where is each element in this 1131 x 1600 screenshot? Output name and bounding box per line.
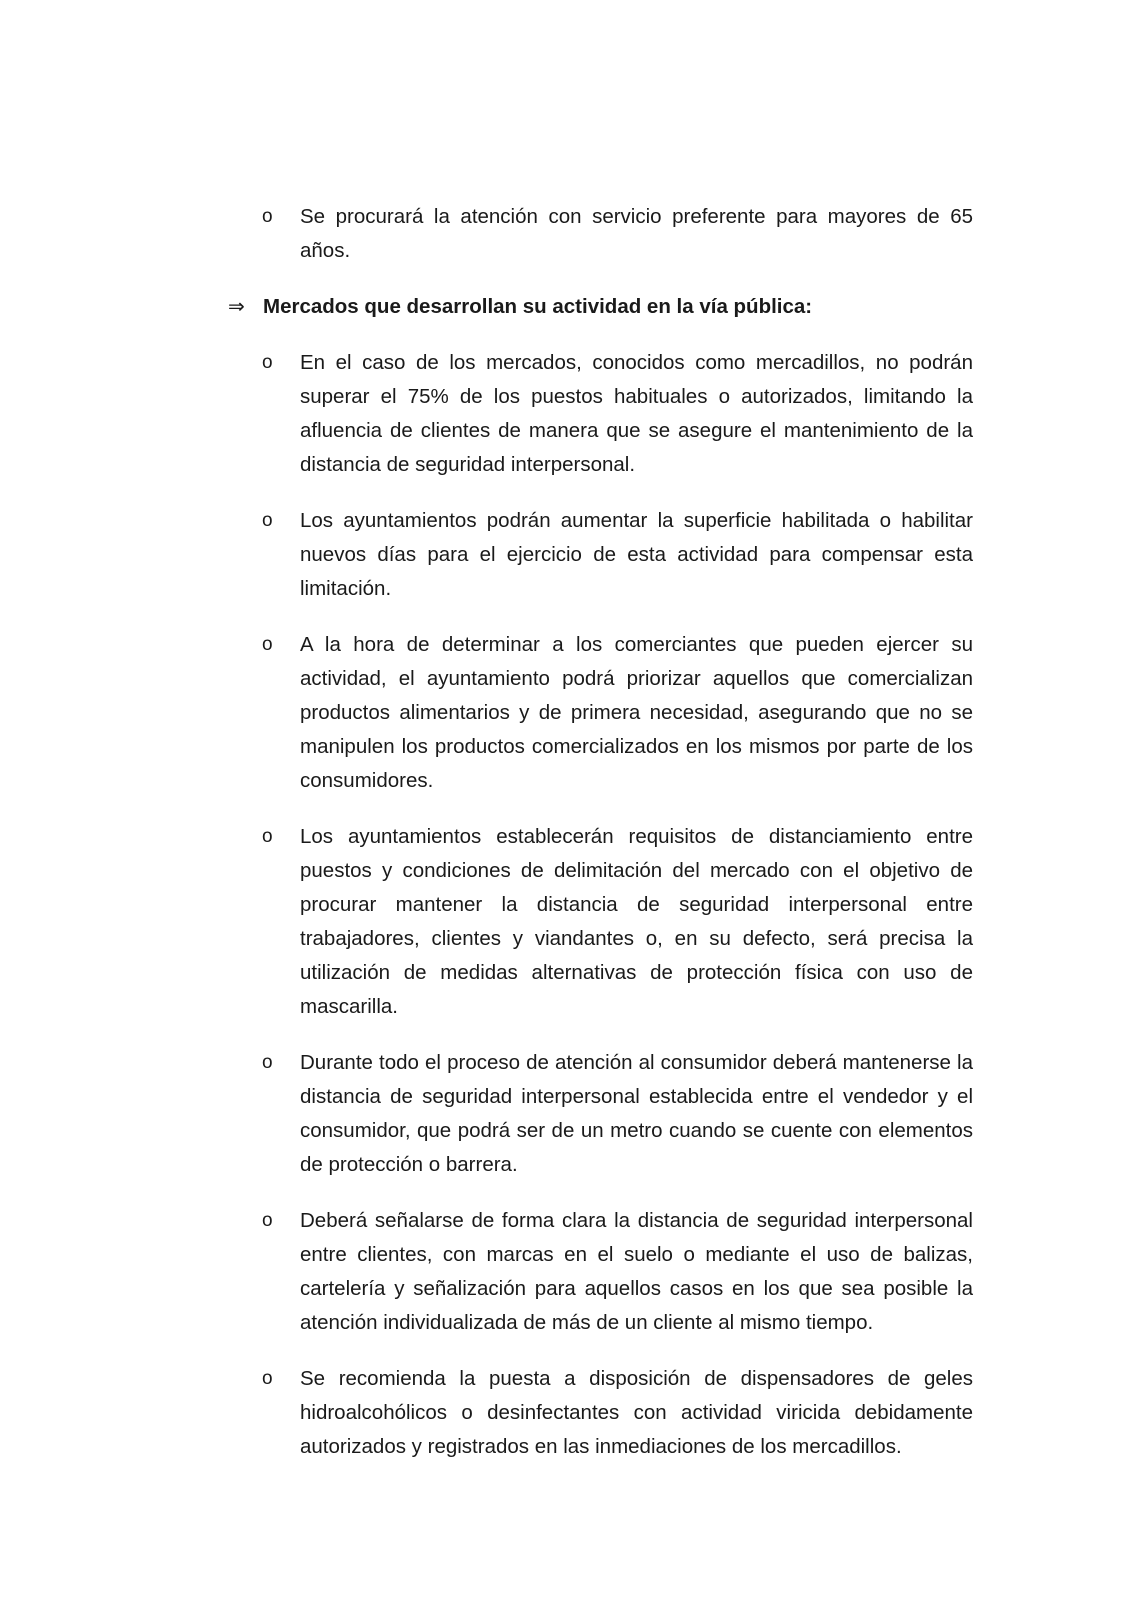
list-item-text: A la hora de determinar a los comerciantes que pueden ejercer su actividad, el ayuntamiento podrá priorizar aquellos que comercializan productos alimentarios y de primera necesidad, asegurando que no se manipulen los productos comercializados en los mismos por parte de los consumidores. [300,633,973,792]
document-body [228,200,973,1464]
list-item-text: Deberá señalarse de forma clara la distancia de seguridad interpersonal entre clientes, con marcas en el suelo o mediante el uso de balizas, cartelería y señalización para aquellos casos en los que sea posible la atención individualizada de más de un cliente al mismo tiempo. [300,1209,973,1334]
list-item-text: Se procurará la atención con servicio preferente para mayores de 65 años. [300,205,973,262]
list-item-intro [228,200,973,268]
list-item-text: Se recomienda la puesta a disposición de dispensadores de geles hidroalcohólicos o desinfectantes con actividad viricida debidamente autorizados y registrados en las inmediaciones de los mercadillos. [300,1367,973,1458]
bullet-icon: o [262,1052,273,1073]
bullet-icon: o [262,1368,273,1389]
list-item [228,1204,973,1340]
bullet-icon: o [262,1210,273,1231]
list-item-text: En el caso de los mercados, conocidos como mercadillos, no podrán superar el 75% de los puestos habituales o autorizados, limitando la afluencia de clientes de manera que se asegure el mantenimiento de la distancia de seguridad interpersonal. [300,351,973,476]
list-item [228,1362,973,1464]
list-item [228,628,973,798]
bullet-icon: o [262,826,273,847]
list-item-text: Durante todo el proceso de atención al consumidor deberá mantenerse la distancia de seguridad interpersonal establecida entre el vendedor y el consumidor, que podrá ser de un metro cuando se cuente con elementos de protección o barrera. [300,1051,973,1176]
list-item-text: Los ayuntamientos establecerán requisitos de distanciamiento entre puestos y condiciones de delimitación del mercado con el objetivo de procurar mantener la distancia de seguridad interpersonal entre trabajadores, clientes y viandantes o, en su defecto, será precisa la utilización de medidas alternativas de protección física con uso de mascarilla. [300,825,973,1018]
section-heading [228,290,973,324]
bullet-icon: o [262,634,273,655]
list-item [228,1046,973,1182]
list-item [228,504,973,606]
bullet-icon: o [262,352,273,373]
bullet-icon: o [262,510,273,531]
bullet-icon: o [262,206,273,227]
list-item-text: Los ayuntamientos podrán aumentar la superficie habilitada o habilitar nuevos días para el ejercicio de esta actividad para compensar esta limitación. [300,509,973,600]
list-item [228,820,973,1024]
list-item [228,346,973,482]
arrow-right-icon: ⇒ [228,296,245,318]
section-heading-text: Mercados que desarrollan su actividad en la vía pública: [263,295,813,318]
